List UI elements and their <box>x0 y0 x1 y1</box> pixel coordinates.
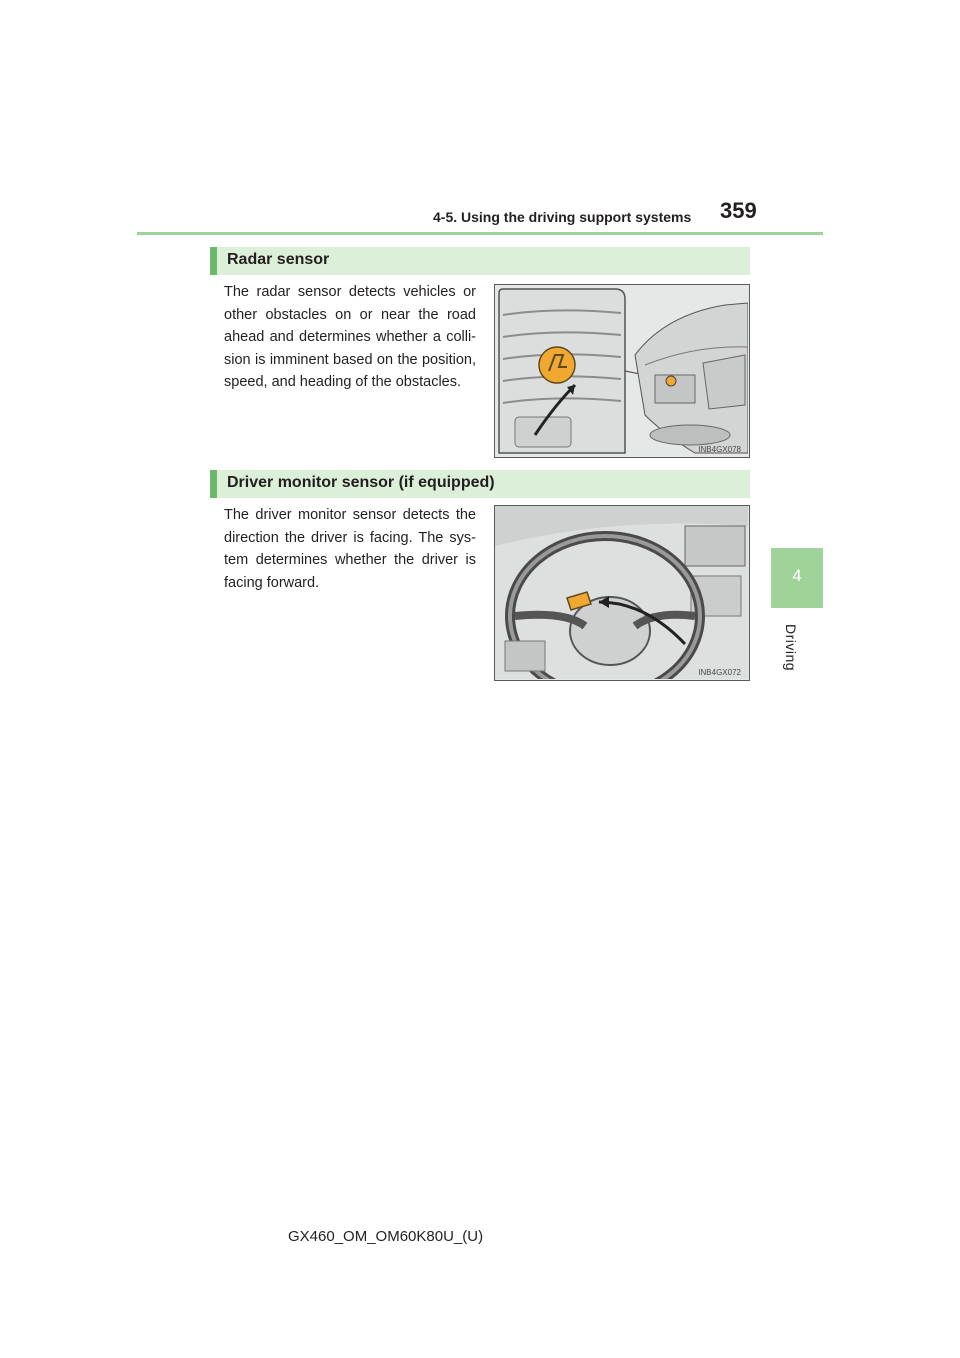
radar-sensor-description: The radar sensor detects vehicles or other obstacles on or near the road ahead and determines whether a colli-sion is imminent based on the position, speed, and heading of the obstacles. <box>224 284 476 390</box>
section-header-title: 4-5. Using the driving support systems <box>433 209 692 225</box>
radar-sensor-illustration <box>494 284 750 458</box>
page-number: 359 <box>720 198 757 223</box>
section-heading-text: Radar sensor <box>227 251 330 268</box>
section-heading-radar-sensor <box>210 247 750 275</box>
chapter-number: 4 <box>792 566 802 585</box>
header-divider <box>137 232 823 235</box>
driver-monitor-description: The driver monitor sensor detects the direction the driver is facing. The sys-tem determines whether the driver is facing forward. <box>224 507 476 591</box>
driver-monitor-drawing <box>495 506 748 679</box>
figure-code-driver-monitor: INB4GX072 <box>698 668 741 677</box>
figure-code-radar: INB4GX078 <box>698 445 741 454</box>
chapter-tab <box>771 548 823 608</box>
chapter-label: Driving <box>783 624 799 672</box>
section-heading-driver-monitor-sensor <box>210 470 750 498</box>
driver-monitor-illustration <box>494 505 750 681</box>
section-heading-text: Driver monitor sensor (if equipped) <box>227 474 495 491</box>
radar-sensor-highlight <box>539 347 575 383</box>
footer-model-code: GX460_OM_OM60K80U_(U) <box>288 1228 484 1245</box>
radar-sensor-drawing <box>495 285 748 456</box>
